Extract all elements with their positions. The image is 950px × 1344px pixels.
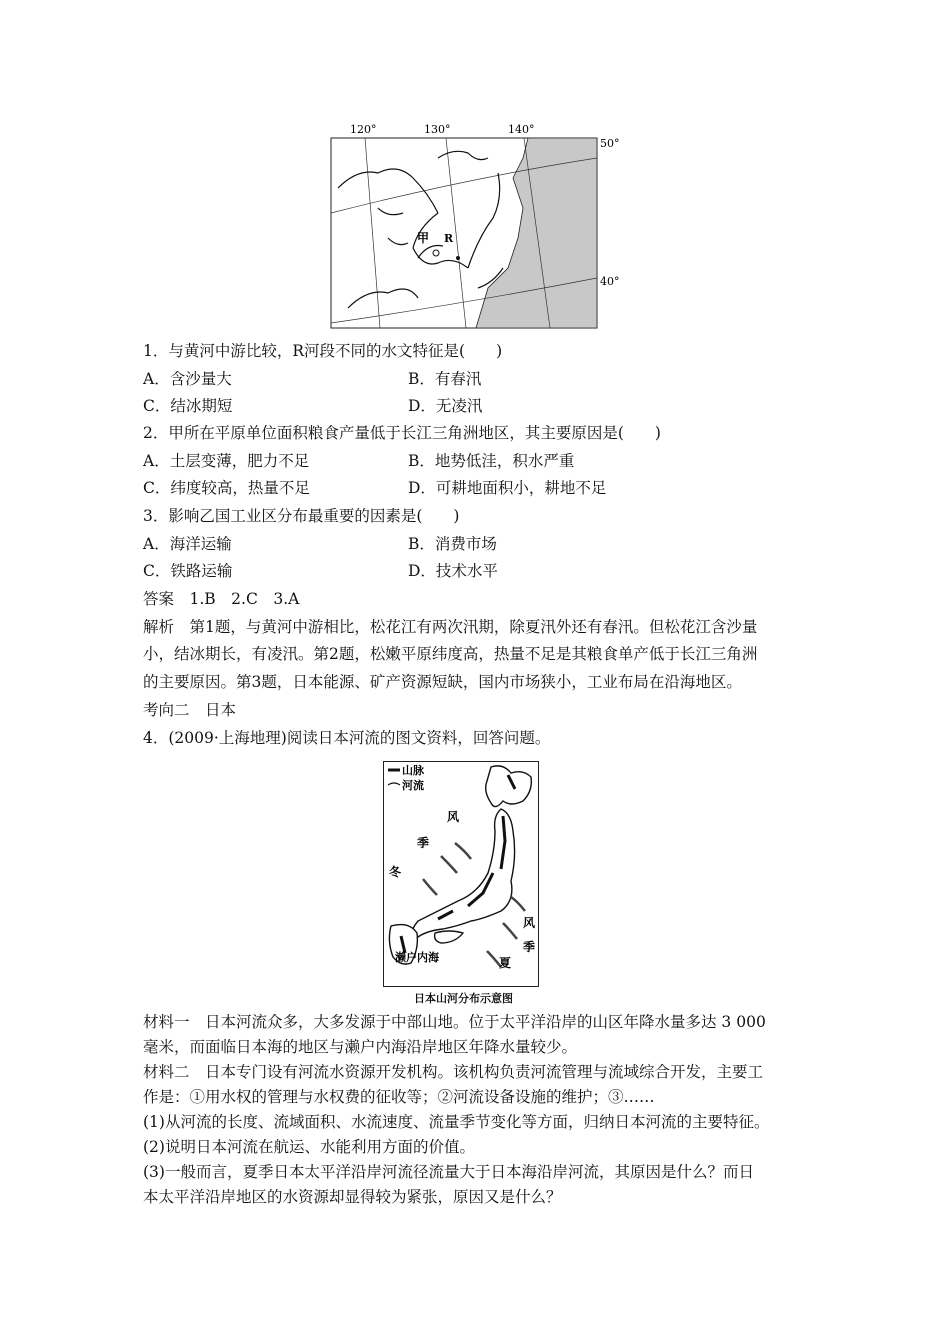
place-label-r: R [444, 232, 454, 245]
subquestion-3-line-2: 本太平洋沿岸地区的水资源却显得较为紧张，原因又是什么？ [143, 1188, 562, 1206]
lon-label-130: 130° [424, 123, 451, 136]
lat-label-50: 50° [600, 137, 620, 150]
analysis-line-1: 解析 第1题，与黄河中游相比，松花江有两次汛期，除夏汛外还有春汛。但松花江含沙量 [143, 618, 758, 636]
q2-option-a: A．土层变薄，肥力不足 [143, 452, 310, 470]
lon-label-140: 140° [508, 123, 535, 136]
q1-option-b: B．有春汛 [408, 370, 482, 388]
q1-stem: 1．与黄河中游比较，R河段不同的水文特征是( ) [143, 342, 503, 360]
q1-option-a: A．含沙量大 [143, 370, 232, 388]
subquestion-2: (2)说明日本河流在航运、水能利用方面的价值。 [143, 1138, 475, 1156]
material1-line-2: 毫米，而面临日本海的地区与濑户内海沿岸地区年降水量较少。 [143, 1038, 578, 1056]
material2-line-2: 作是：①用水权的管理与水权费的征收等；②河流设备设施的维护；③…… [143, 1088, 655, 1106]
q2-option-c: C．纬度较高，热量不足 [143, 479, 310, 497]
summer-monsoon-char-3: 风 [523, 916, 536, 930]
japan-map-caption: 日本山河分布示意图 [414, 992, 513, 1005]
seto-inland-sea-label: 濑户内海 [395, 951, 439, 964]
lon-label-120: 120° [350, 123, 377, 136]
winter-monsoon-char-2: 季 [417, 836, 430, 850]
q1-option-c: C．结冰期短 [143, 397, 233, 415]
q2-stem: 2．甲所在平原单位面积粮食产量低于长江三角洲地区，其主要原因是( ) [143, 424, 661, 442]
summer-monsoon-char-1: 夏 [499, 956, 512, 970]
lat-label-40: 40° [600, 275, 620, 288]
legend-rivers: 河流 [402, 779, 424, 792]
subquestion-3-line-1: (3)一般而言，夏季日本太平洋沿岸河流径流量大于日本海沿岸河流，其原因是什么？而日 [143, 1163, 754, 1181]
analysis-line-2: 小，结冰期长，有凌汛。第2题，松嫩平原纬度高，热量不足是其粮食单产低于长江三角洲 [143, 645, 758, 663]
winter-monsoon-char-3: 风 [447, 810, 460, 824]
q3-option-a: A．海洋运输 [143, 535, 232, 553]
q3-option-b: B．消费市场 [408, 535, 497, 553]
q2-option-b: B．地势低洼，积水严重 [408, 452, 575, 470]
winter-monsoon-char-1: 冬 [389, 865, 402, 879]
q1-option-d: D．无凌汛 [408, 397, 483, 415]
northeast-china-map [318, 118, 628, 338]
q3-option-c: C．铁路运输 [143, 562, 233, 580]
place-label-jia: 甲 [417, 231, 430, 245]
section-heading: 考向二 日本 [143, 701, 237, 719]
q3-stem: 3．影响乙国工业区分布最重要的因素是( ) [143, 507, 460, 525]
q4-stem: 4．(2009·上海地理)阅读日本河流的图文资料，回答问题。 [143, 729, 551, 747]
subquestion-1: (1)从河流的长度、流域面积、水流速度、流量季节变化等方面，归纳日本河流的主要特征。 [143, 1113, 770, 1131]
answer-line: 答案 1.B 2.C 3.A [143, 590, 300, 608]
japan-map [383, 761, 539, 987]
material2-line-1: 材料二 日本专门设有河流水资源开发机构。该机构负责河流管理与流域综合开发，主要工 [143, 1063, 764, 1081]
analysis-line-3: 的主要原因。第3题，日本能源、矿产资源短缺，国内市场狭小，工业布局在沿海地区。 [143, 673, 742, 691]
legend-mountains: 山脉 [402, 764, 424, 777]
material1-line-1: 材料一 日本河流众多，大多发源于中部山地。位于太平洋沿岸的山区年降水量多达 3 000 [143, 1013, 766, 1031]
summer-monsoon-char-2: 季 [523, 940, 536, 954]
q3-option-d: D．技术水平 [408, 562, 498, 580]
q2-option-d: D．可耕地面积小，耕地不足 [408, 479, 607, 497]
